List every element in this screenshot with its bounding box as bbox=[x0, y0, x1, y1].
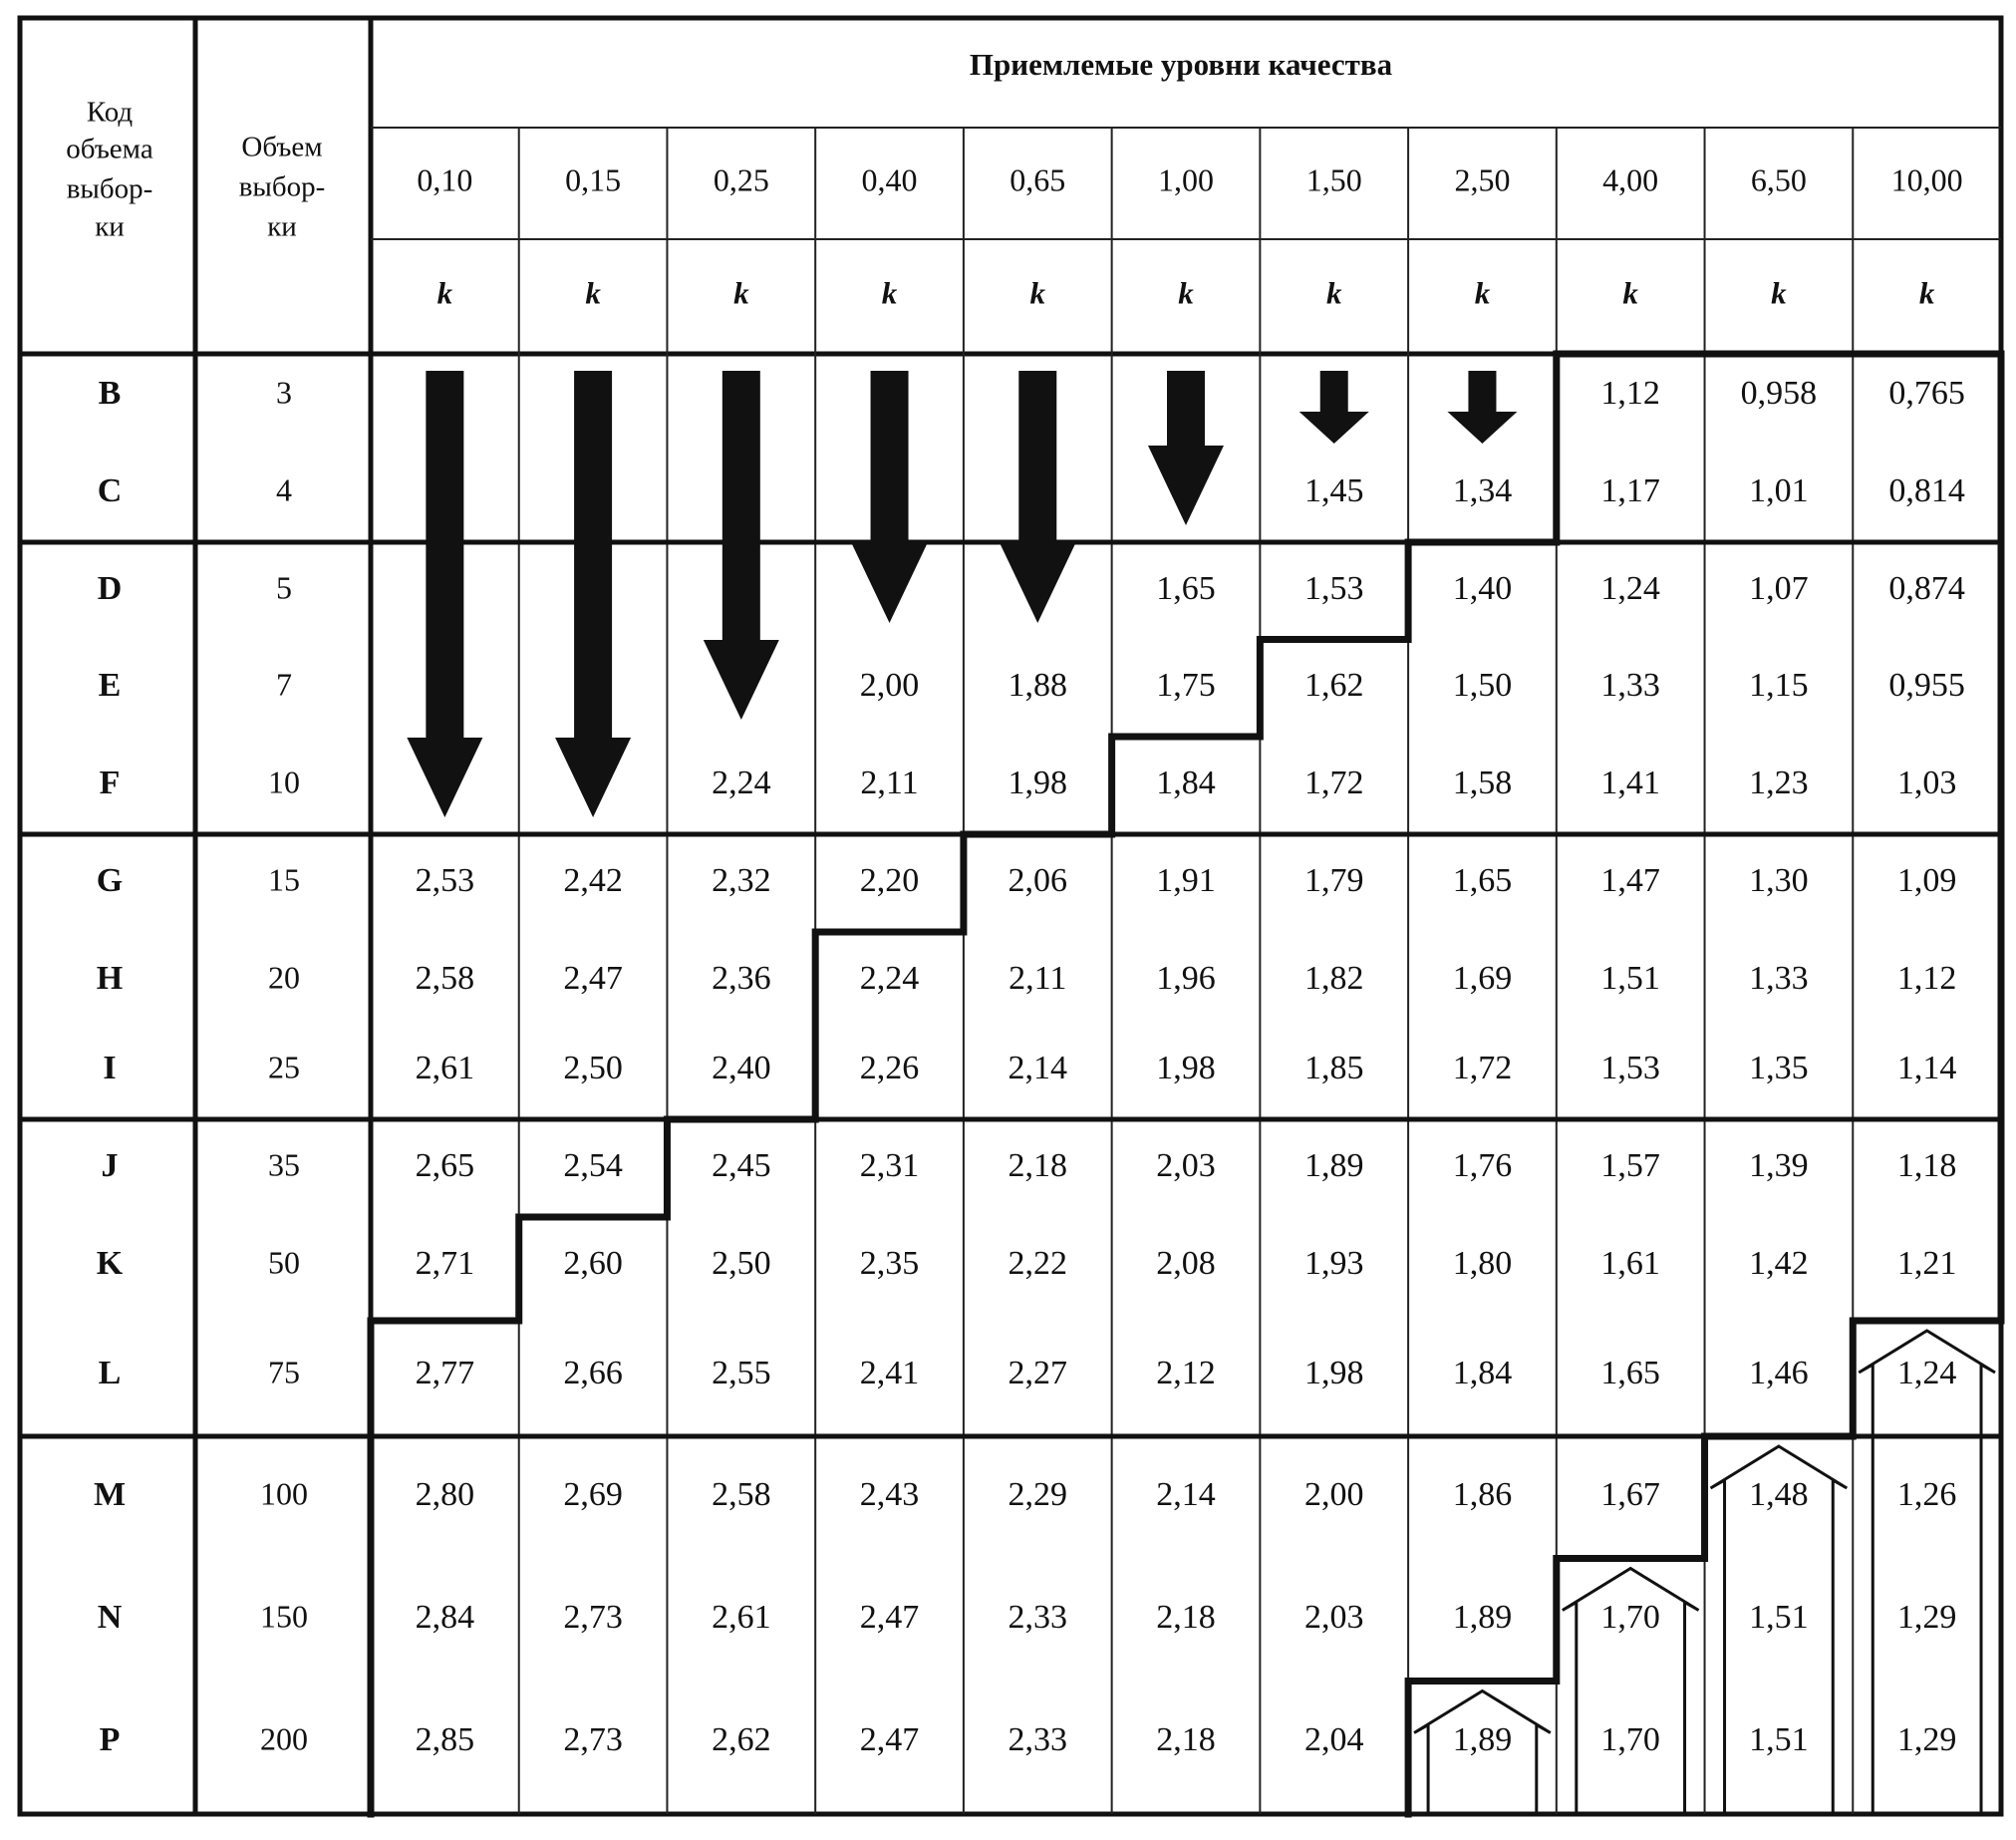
k-value-cell: 0,814 bbox=[1888, 471, 1965, 509]
k-value-cell: 0,765 bbox=[1888, 374, 1965, 412]
aql-level: 0,25 bbox=[713, 161, 769, 198]
k-value-cell: 1,76 bbox=[1452, 1146, 1513, 1184]
down-arrow-icon bbox=[1447, 371, 1517, 444]
k-value-cell: 1,33 bbox=[1749, 959, 1809, 997]
k-value-cell: 2,03 bbox=[1303, 1598, 1364, 1636]
k-value-cell: 1,17 bbox=[1600, 471, 1660, 509]
k-value-cell: 2,61 bbox=[415, 1049, 475, 1086]
k-value-cell: 1,93 bbox=[1303, 1244, 1364, 1282]
k-label: k bbox=[1029, 275, 1046, 311]
sample-size-code: F bbox=[99, 764, 121, 801]
k-value-cell: 1,65 bbox=[1156, 569, 1216, 607]
k-value-cell: 2,47 bbox=[563, 959, 623, 997]
aql-level: 0,65 bbox=[1009, 161, 1066, 198]
k-value-cell: 2,42 bbox=[563, 861, 623, 899]
sample-size: 50 bbox=[268, 1244, 300, 1281]
k-value-cell: 1,41 bbox=[1600, 764, 1660, 801]
k-label: k bbox=[1918, 275, 1935, 311]
k-value-cell: 1,15 bbox=[1749, 666, 1809, 704]
k-value-cell: 1,67 bbox=[1600, 1475, 1660, 1513]
k-value-cell: 1,88 bbox=[1008, 666, 1068, 704]
k-value-cell: 2,65 bbox=[415, 1146, 475, 1184]
k-value-cell: 1,70 bbox=[1600, 1598, 1660, 1636]
k-value-cell: 1,61 bbox=[1600, 1244, 1660, 1282]
sample-size: 10 bbox=[268, 764, 300, 800]
k-value-cell: 2,61 bbox=[712, 1598, 771, 1636]
k-label: k bbox=[1622, 275, 1638, 311]
k-value-cell: 1,39 bbox=[1749, 1146, 1809, 1184]
sample-size: 100 bbox=[260, 1475, 308, 1512]
k-value-cell: 1,51 bbox=[1749, 1720, 1809, 1758]
down-arrow-icon bbox=[1299, 371, 1369, 444]
k-value-cell: 2,06 bbox=[1008, 861, 1068, 899]
k-value-cell: 1,48 bbox=[1749, 1475, 1809, 1513]
k-label: k bbox=[436, 275, 453, 311]
k-value-cell: 1,29 bbox=[1896, 1720, 1957, 1758]
k-value-cell: 1,01 bbox=[1749, 471, 1809, 509]
k-value-cell: 0,874 bbox=[1888, 569, 1965, 607]
sample-size-code: I bbox=[103, 1049, 117, 1086]
k-label: k bbox=[1325, 275, 1342, 311]
k-value-cell: 2,55 bbox=[712, 1354, 771, 1391]
sample-size: 3 bbox=[276, 374, 292, 411]
k-label: k bbox=[1178, 275, 1194, 311]
aql-level: 1,50 bbox=[1305, 161, 1362, 198]
sample-size-code: P bbox=[99, 1720, 121, 1758]
k-value-cell: 1,14 bbox=[1896, 1049, 1957, 1086]
k-value-cell: 2,73 bbox=[563, 1598, 623, 1636]
k-value-cell: 1,89 bbox=[1303, 1146, 1364, 1184]
sample-size-code: B bbox=[98, 374, 122, 412]
aql-level: 0,15 bbox=[565, 161, 622, 198]
k-value-cell: 0,958 bbox=[1740, 374, 1818, 412]
k-label: k bbox=[733, 275, 749, 311]
k-label: k bbox=[881, 275, 898, 311]
k-value-cell: 2,35 bbox=[859, 1244, 920, 1282]
k-value-cell: 2,41 bbox=[859, 1354, 920, 1391]
k-value-cell: 2,54 bbox=[563, 1146, 623, 1184]
sample-size: 20 bbox=[268, 959, 300, 996]
k-value-cell: 2,03 bbox=[1156, 1146, 1216, 1184]
k-value-cell: 2,47 bbox=[859, 1598, 920, 1636]
k-value-cell: 1,40 bbox=[1452, 569, 1513, 607]
k-value-cell: 2,18 bbox=[1008, 1146, 1068, 1184]
sample-size-code: G bbox=[96, 861, 124, 899]
k-value-cell: 1,09 bbox=[1896, 861, 1957, 899]
k-value-cell: 1,35 bbox=[1749, 1049, 1809, 1086]
k-value-cell: 2,47 bbox=[859, 1720, 920, 1758]
k-value-cell: 2,69 bbox=[563, 1475, 623, 1513]
down-arrow-icon bbox=[1148, 371, 1224, 525]
sample-size-code: J bbox=[101, 1146, 119, 1184]
aql-level: 4,00 bbox=[1602, 161, 1659, 198]
k-value-cell: 2,04 bbox=[1303, 1720, 1364, 1758]
k-value-cell: 2,24 bbox=[859, 959, 920, 997]
k-value-cell: 2,11 bbox=[1008, 959, 1067, 997]
k-value-cell: 1,34 bbox=[1452, 471, 1513, 509]
k-value-cell: 2,43 bbox=[859, 1475, 920, 1513]
aql-level: 1,00 bbox=[1158, 161, 1214, 198]
k-value-cell: 1,26 bbox=[1896, 1475, 1957, 1513]
k-value-cell: 1,29 bbox=[1896, 1598, 1957, 1636]
k-value-cell: 1,07 bbox=[1749, 569, 1809, 607]
k-value-cell: 1,80 bbox=[1452, 1244, 1513, 1282]
k-value-cell: 1,18 bbox=[1896, 1146, 1957, 1184]
k-value-cell: 1,65 bbox=[1452, 861, 1513, 899]
k-value-cell: 2,77 bbox=[415, 1354, 475, 1391]
k-value-cell: 2,08 bbox=[1156, 1244, 1216, 1282]
sample-size: 25 bbox=[268, 1049, 300, 1085]
k-value-cell: 1,58 bbox=[1452, 764, 1513, 801]
k-value-cell: 2,29 bbox=[1008, 1475, 1068, 1513]
down-arrow-icon bbox=[704, 371, 779, 720]
sample-size-code: C bbox=[97, 471, 123, 509]
k-value-cell: 1,96 bbox=[1156, 959, 1216, 997]
k-value-cell: 1,98 bbox=[1008, 764, 1068, 801]
k-value-cell: 2,33 bbox=[1008, 1598, 1068, 1636]
sample-size-code: N bbox=[97, 1598, 123, 1636]
k-value-cell: 1,91 bbox=[1156, 861, 1216, 899]
k-value-cell: 1,46 bbox=[1749, 1354, 1809, 1391]
k-value-cell: 1,50 bbox=[1452, 666, 1513, 704]
sample-size: 4 bbox=[276, 471, 292, 508]
k-value-cell: 1,03 bbox=[1896, 764, 1957, 801]
sample-size-code: H bbox=[96, 959, 124, 997]
sample-size: 15 bbox=[268, 861, 300, 898]
k-value-cell: 1,33 bbox=[1600, 666, 1660, 704]
k-value-cell: 2,18 bbox=[1156, 1720, 1216, 1758]
table-header bbox=[66, 47, 1392, 243]
k-value-cell: 1,89 bbox=[1452, 1598, 1513, 1636]
sample-size: 200 bbox=[260, 1720, 308, 1757]
k-value-cell: 2,36 bbox=[712, 959, 771, 997]
aql-header-title: Приемлемые уровни качества bbox=[969, 47, 1393, 83]
down-arrow-icon bbox=[852, 371, 928, 623]
k-value-cell: 2,60 bbox=[563, 1244, 623, 1282]
k-value-cell: 2,66 bbox=[563, 1354, 623, 1391]
code-col-label-line-1: Код bbox=[86, 96, 134, 129]
k-value-cell: 0,955 bbox=[1888, 666, 1965, 704]
k-value-cell: 2,14 bbox=[1156, 1475, 1216, 1513]
k-value-cell: 2,58 bbox=[415, 959, 475, 997]
down-arrow-icon bbox=[407, 371, 482, 817]
k-value-cell: 1,84 bbox=[1452, 1354, 1513, 1391]
k-value-cell: 1,23 bbox=[1749, 764, 1809, 801]
k-value-cell: 1,89 bbox=[1452, 1720, 1513, 1758]
k-value-cell: 1,30 bbox=[1749, 861, 1809, 899]
k-value-cell: 1,12 bbox=[1600, 374, 1660, 412]
k-value-cell: 1,85 bbox=[1303, 1049, 1364, 1086]
k-value-cell: 2,85 bbox=[415, 1720, 475, 1758]
down-arrow-icon bbox=[555, 371, 631, 817]
aql-level-row bbox=[417, 161, 1962, 197]
size-col-label-line-3: ки bbox=[267, 210, 297, 243]
k-label: k bbox=[1771, 275, 1787, 311]
sample-size: 35 bbox=[268, 1146, 300, 1183]
k-label: k bbox=[1474, 275, 1491, 311]
k-value-cell: 1,62 bbox=[1303, 666, 1364, 704]
k-value-cell: 2,00 bbox=[1303, 1475, 1364, 1513]
k-value-cell: 2,80 bbox=[415, 1475, 475, 1513]
sample-size-code: M bbox=[93, 1475, 127, 1513]
sample-size-code: K bbox=[96, 1244, 124, 1282]
k-value-cell: 2,14 bbox=[1008, 1049, 1068, 1086]
aql-level: 6,50 bbox=[1750, 161, 1807, 198]
k-value-cell: 1,12 bbox=[1896, 959, 1957, 997]
k-value-cell: 1,51 bbox=[1749, 1598, 1809, 1636]
k-value-cell: 2,58 bbox=[712, 1475, 771, 1513]
k-value-cell: 2,12 bbox=[1156, 1354, 1216, 1391]
k-value-cell: 1,47 bbox=[1600, 861, 1660, 899]
k-value-cell: 1,79 bbox=[1303, 861, 1364, 899]
k-value-cell: 2,33 bbox=[1008, 1720, 1068, 1758]
aql-level: 0,40 bbox=[861, 161, 918, 198]
k-value-cell: 1,24 bbox=[1896, 1354, 1957, 1391]
k-value-cell: 1,98 bbox=[1156, 1049, 1216, 1086]
k-value-cell: 2,27 bbox=[1008, 1354, 1068, 1391]
code-col-label-line-3: выбор- bbox=[66, 172, 153, 205]
code-col-label-line-4: ки bbox=[95, 210, 125, 243]
k-value-cell: 1,45 bbox=[1303, 471, 1364, 509]
k-value-cell: 1,72 bbox=[1452, 1049, 1513, 1086]
down-arrow-icon bbox=[1000, 371, 1075, 623]
k-value-cell: 2,62 bbox=[712, 1720, 771, 1758]
k-value-cell: 1,53 bbox=[1303, 569, 1364, 607]
k-value-cell: 1,72 bbox=[1303, 764, 1364, 801]
k-value-cell: 2,20 bbox=[859, 861, 920, 899]
sample-size: 150 bbox=[260, 1598, 308, 1635]
k-value-cell: 1,42 bbox=[1749, 1244, 1809, 1282]
sample-size: 7 bbox=[276, 666, 292, 703]
k-value-cell: 2,11 bbox=[860, 764, 919, 801]
k-value-cell: 2,50 bbox=[563, 1049, 623, 1086]
k-label-row bbox=[437, 276, 1935, 311]
sample-size: 75 bbox=[268, 1354, 300, 1390]
k-value-cell: 2,84 bbox=[415, 1598, 475, 1636]
k-value-cell: 2,26 bbox=[859, 1049, 920, 1086]
k-value-cell: 1,69 bbox=[1452, 959, 1513, 997]
k-label: k bbox=[585, 275, 601, 311]
k-value-cell: 2,40 bbox=[712, 1049, 771, 1086]
k-value-cell: 1,75 bbox=[1156, 666, 1216, 704]
k-value-cell: 2,50 bbox=[712, 1244, 771, 1282]
k-value-cell: 1,84 bbox=[1156, 764, 1216, 801]
size-col-label-line-1: Объем bbox=[241, 131, 323, 163]
k-value-cell: 2,18 bbox=[1156, 1598, 1216, 1636]
sample-size-code: L bbox=[98, 1354, 122, 1391]
k-value-cell: 2,45 bbox=[712, 1146, 771, 1184]
k-value-cell: 2,71 bbox=[415, 1244, 475, 1282]
aql-level: 10,00 bbox=[1890, 161, 1963, 198]
k-value-cell: 2,53 bbox=[415, 861, 475, 899]
k-value-cell: 1,70 bbox=[1600, 1720, 1660, 1758]
k-value-cell: 1,86 bbox=[1452, 1475, 1513, 1513]
k-value-cell: 1,65 bbox=[1600, 1354, 1660, 1391]
code-col-label-line-2: объема bbox=[66, 133, 153, 165]
k-value-cell: 1,53 bbox=[1600, 1049, 1660, 1086]
k-value-cell: 1,51 bbox=[1600, 959, 1660, 997]
sample-size-code: D bbox=[97, 569, 123, 607]
k-value-cell: 2,24 bbox=[712, 764, 771, 801]
sample-size-code: E bbox=[98, 666, 122, 704]
k-value-cell: 2,22 bbox=[1008, 1244, 1068, 1282]
aql-level: 2,50 bbox=[1454, 161, 1511, 198]
k-value-cell: 2,32 bbox=[712, 861, 771, 899]
aql-level: 0,10 bbox=[417, 161, 473, 198]
k-value-cell: 1,21 bbox=[1896, 1244, 1957, 1282]
k-value-cell: 1,82 bbox=[1303, 959, 1364, 997]
k-value-cell: 1,98 bbox=[1303, 1354, 1364, 1391]
k-value-cell: 1,24 bbox=[1600, 569, 1660, 607]
k-value-cell: 2,00 bbox=[859, 666, 920, 704]
size-col-label-line-2: выбор- bbox=[238, 170, 326, 203]
k-value-cell: 2,31 bbox=[859, 1146, 920, 1184]
k-value-cell: 2,73 bbox=[563, 1720, 623, 1758]
sample-size: 5 bbox=[276, 569, 292, 606]
k-value-cell: 1,57 bbox=[1600, 1146, 1660, 1184]
